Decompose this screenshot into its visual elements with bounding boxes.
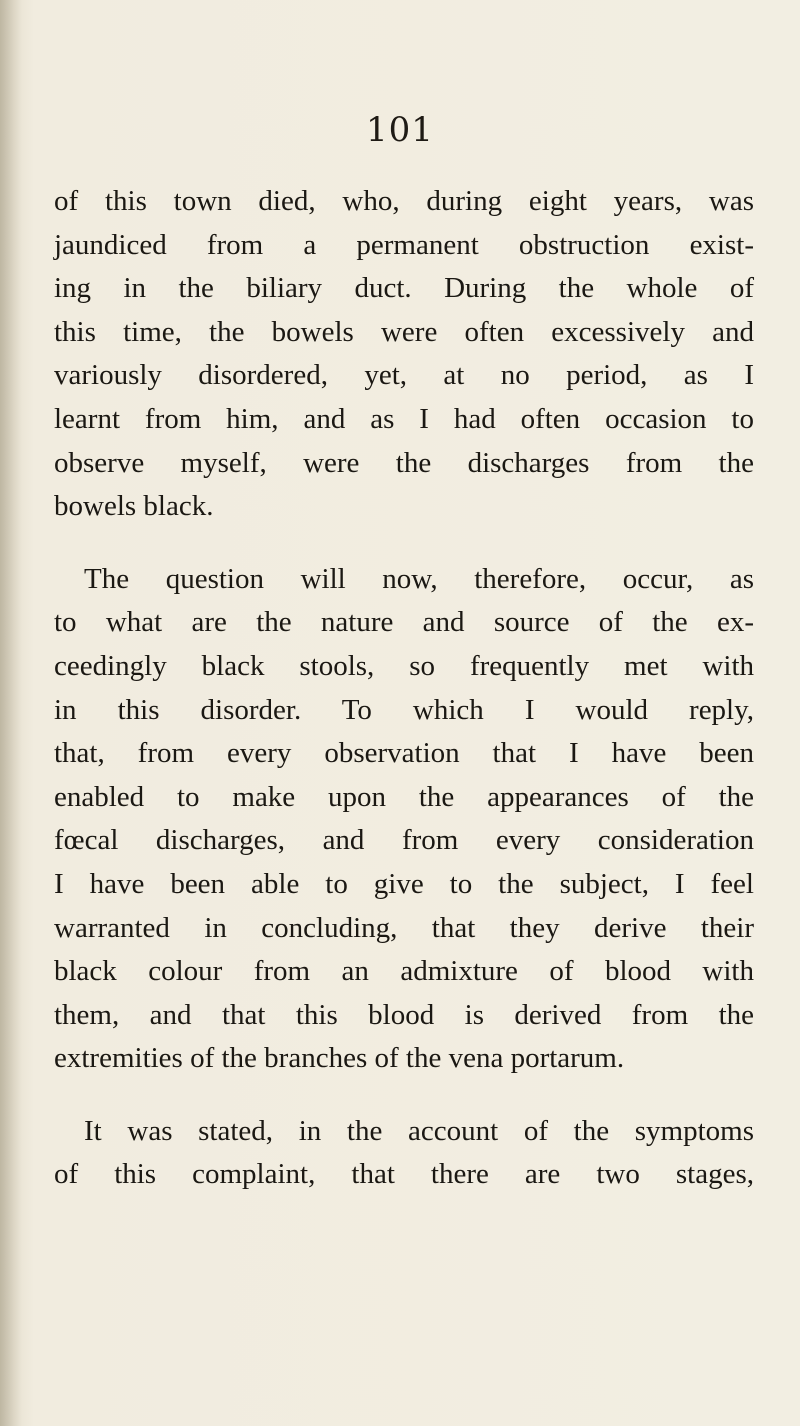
text-line: that, from every observation that I have been — [54, 737, 754, 770]
text-line: enabled to make upon the appearances of the — [54, 780, 754, 813]
text-line: them, and that this blood is derived from the — [54, 998, 754, 1031]
paragraph-gap — [54, 529, 754, 558]
paragraph-2 — [54, 558, 754, 1081]
text-line: variously disordered, yet, at no period, as I — [54, 359, 754, 392]
text-line: of this complaint, that there are two stages, — [54, 1158, 754, 1191]
text-line: ing in the biliary duct. During the whole of — [54, 272, 754, 305]
text-line: I have been able to give to the subject, I feel — [54, 867, 754, 900]
binding-gutter-shadow — [0, 0, 22, 1426]
text-line: fœcal discharges, and from every consideration — [54, 824, 754, 857]
paragraph-1 — [54, 180, 754, 529]
text-line: jaundiced from a permanent obstruction exist- — [54, 228, 754, 261]
text-line: in this disorder. To which I would reply, — [54, 693, 754, 726]
text-line: learnt from him, and as I had often occasion to — [54, 402, 754, 435]
paragraph-gap — [54, 1081, 754, 1110]
paragraph-3 — [54, 1110, 754, 1197]
text-line: bowels black. — [54, 490, 214, 523]
text-line: to what are the nature and source of the ex- — [54, 606, 754, 639]
text-line: The question will now, therefore, occur, as — [84, 562, 754, 595]
text-line: extremities of the branches of the vena portarum. — [54, 1042, 625, 1075]
body-text — [54, 180, 754, 1197]
text-line: It was stated, in the account of the symptoms — [84, 1114, 754, 1147]
text-line: of this town died, who, during eight years, was — [54, 185, 754, 217]
text-line: black colour from an admixture of blood with — [54, 955, 754, 988]
text-line: ceedingly black stools, so frequently met with — [54, 649, 754, 682]
text-line: this time, the bowels were often excessively and — [54, 315, 754, 348]
text-line: warranted in concluding, that they derive their — [54, 911, 754, 944]
text-line: observe myself, were the discharges from the — [54, 446, 754, 479]
page-number: 101 — [366, 110, 434, 150]
